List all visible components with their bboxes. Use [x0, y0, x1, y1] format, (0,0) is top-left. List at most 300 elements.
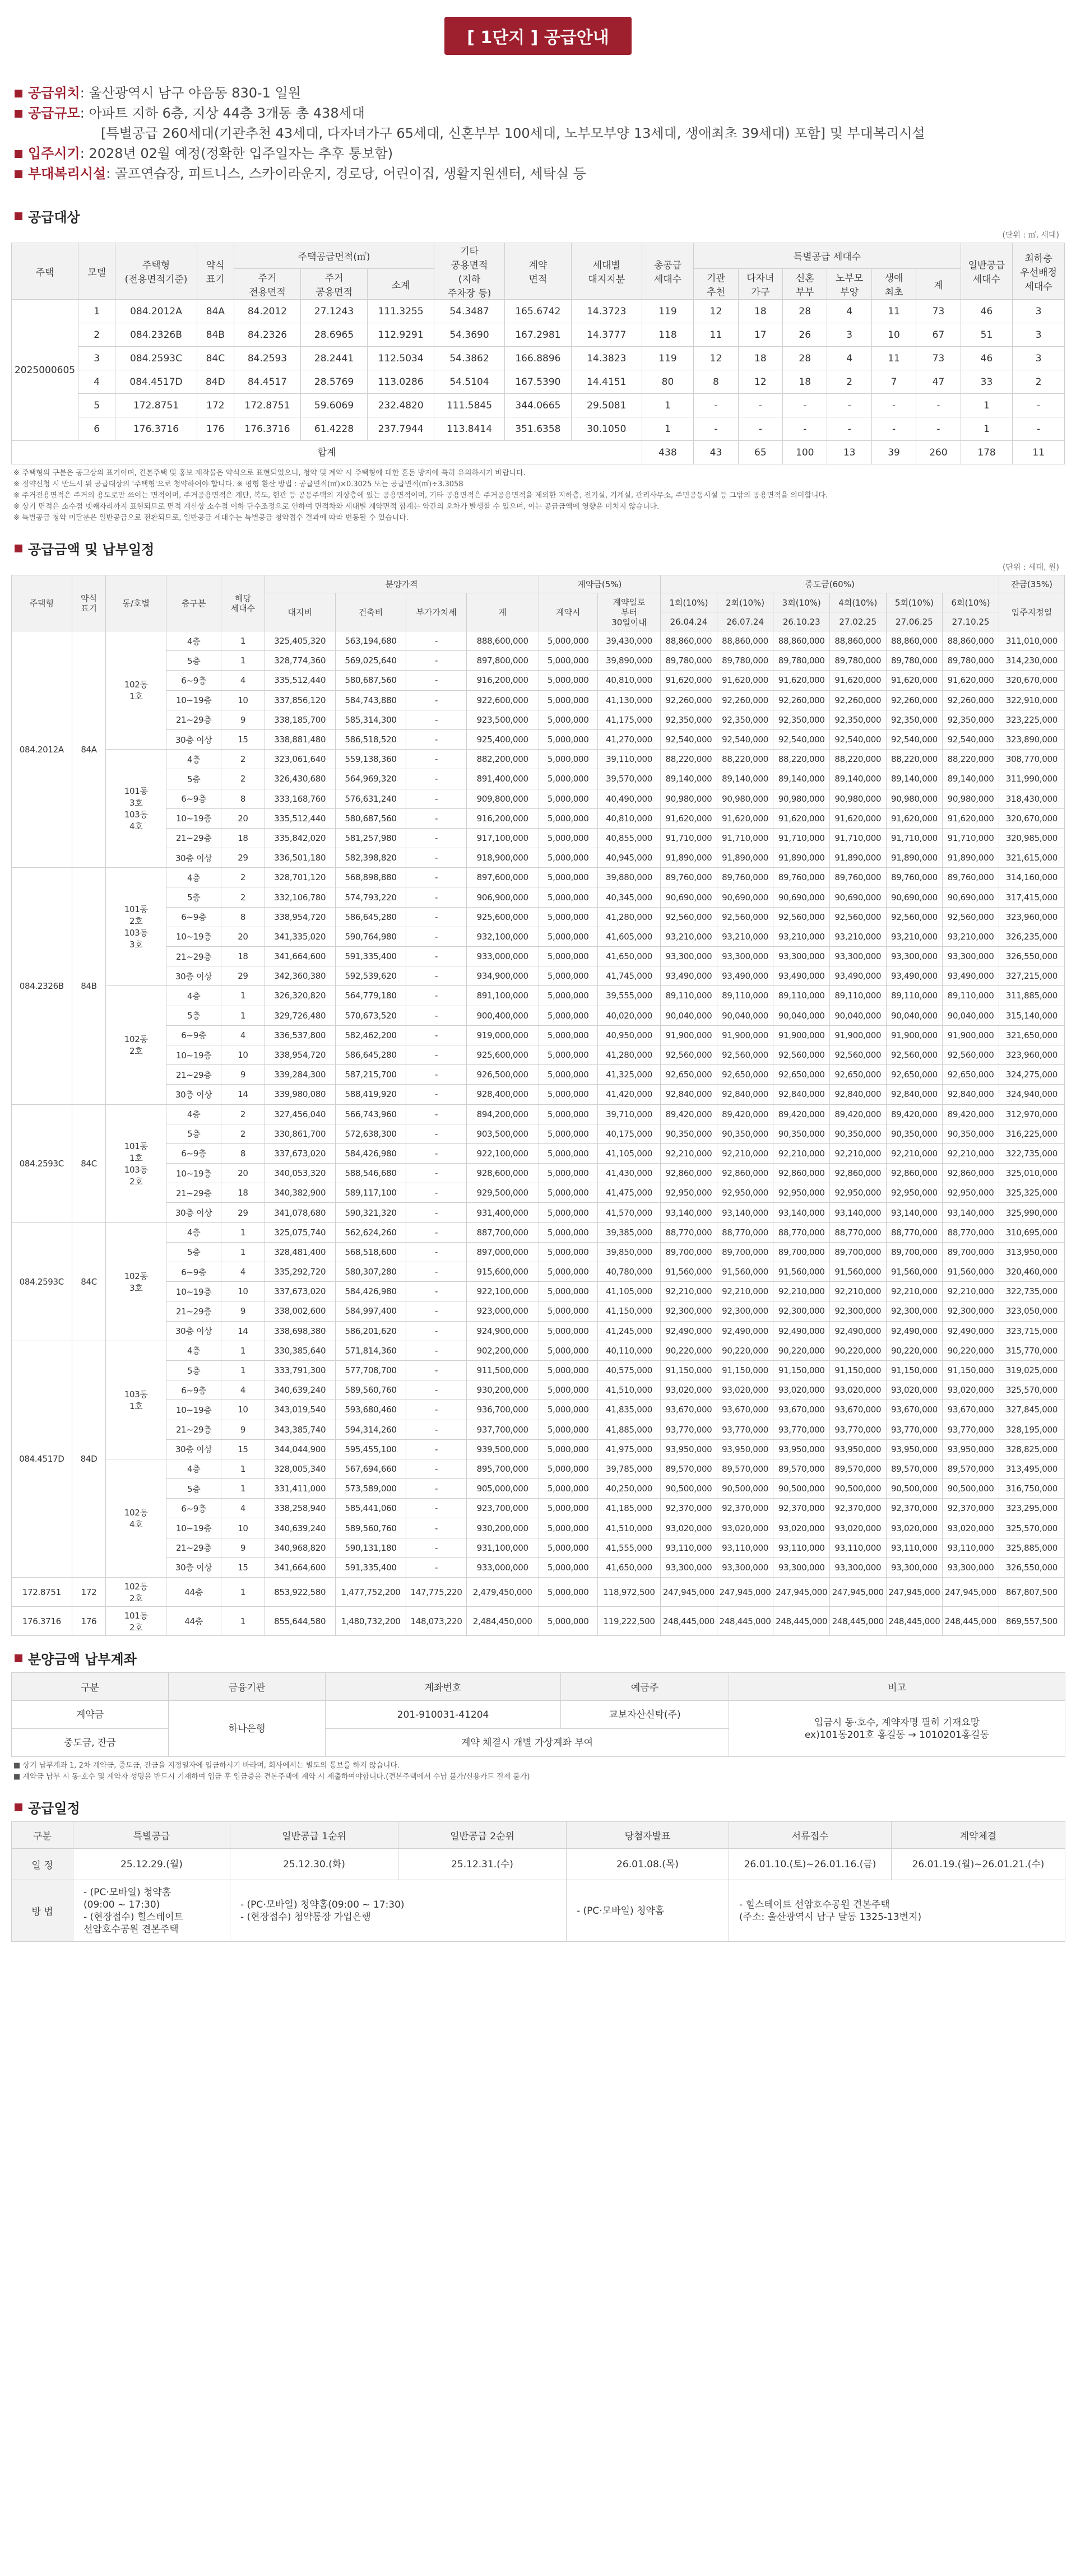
- account-table: [11, 1672, 1065, 1757]
- table-cell: 584,997,400: [335, 1301, 406, 1321]
- header-cell: 주거 전용면적: [234, 269, 300, 300]
- table-cell: 897,800,000: [466, 651, 539, 671]
- dong-cell: 101동 2호 103동 3호: [106, 868, 166, 986]
- dong-cell: 102동 2호: [106, 1578, 166, 1607]
- section-schedule: [15, 1797, 1065, 1817]
- table-cell: 925,600,000: [466, 1045, 539, 1064]
- header-cell: 생애 최초: [871, 269, 916, 300]
- table-cell: 172: [197, 394, 234, 417]
- method-cell: - (PC·모바일) 청약홈: [567, 1880, 729, 1942]
- table-cell: 84A: [197, 300, 234, 323]
- table-cell: 323,225,000: [999, 710, 1064, 729]
- table-cell: 93,950,000: [830, 1439, 887, 1459]
- table-cell: 92,860,000: [717, 1164, 773, 1183]
- table-cell: 90,220,000: [830, 1341, 887, 1360]
- table-cell: 89,110,000: [886, 986, 943, 1006]
- table-cell: 084.2593C: [115, 347, 197, 370]
- table-cell: 54.5104: [434, 370, 505, 394]
- table-cell: 91,620,000: [661, 808, 717, 828]
- table-cell: 90,220,000: [717, 1341, 773, 1360]
- table-cell: 18: [783, 370, 827, 394]
- table-cell: 580,307,280: [335, 1262, 406, 1282]
- total-cell: 100: [783, 441, 827, 464]
- table-cell: 925,600,000: [466, 907, 539, 927]
- header-cell: 4회(10%): [830, 593, 887, 612]
- table-cell: 5층: [166, 887, 221, 907]
- table-cell: 585,441,060: [335, 1499, 406, 1518]
- table-cell: 93,300,000: [830, 947, 887, 966]
- price-table: [11, 575, 1065, 1636]
- date-cell: 25.12.30.(화): [230, 1849, 398, 1880]
- table-cell: -: [783, 394, 827, 417]
- table-row: [12, 1439, 1065, 1459]
- table-cell: 29: [221, 966, 265, 986]
- table-cell: 926,500,000: [466, 1065, 539, 1085]
- table-cell: 247,945,000: [717, 1578, 773, 1607]
- table-cell: 4층: [166, 631, 221, 651]
- table-cell: 92,260,000: [717, 690, 773, 710]
- table-cell: 4층: [166, 1341, 221, 1360]
- table-cell: 92,540,000: [943, 729, 999, 749]
- table-cell: 41,555,000: [597, 1538, 660, 1557]
- table-cell: 29.5081: [571, 394, 642, 417]
- table-cell: 911,500,000: [466, 1360, 539, 1380]
- table-row: [12, 947, 1065, 966]
- table-cell: 30층 이상: [166, 848, 221, 868]
- table-cell: 559,138,360: [335, 750, 406, 769]
- table-cell: 855,644,580: [265, 1607, 335, 1636]
- table-cell: 931,400,000: [466, 1203, 539, 1222]
- table-cell: 88,860,000: [830, 631, 887, 651]
- table-cell: 5층: [166, 651, 221, 671]
- table-cell: 67: [916, 323, 961, 347]
- type-cell: 172.8751: [12, 1578, 72, 1607]
- table-cell: 2,479,450,000: [466, 1578, 539, 1607]
- table-cell: 89,570,000: [661, 1459, 717, 1478]
- table-cell: 111.3255: [368, 300, 434, 323]
- header-cell: 금융기관: [169, 1673, 326, 1701]
- summary-row: [15, 164, 1065, 184]
- table-cell: 323,061,640: [265, 750, 335, 769]
- table-cell: 588,546,680: [335, 1164, 406, 1183]
- table-cell: 569,025,640: [335, 651, 406, 671]
- table-cell: -: [916, 394, 961, 417]
- table-cell: 248,445,000: [661, 1607, 717, 1636]
- table-cell: 5,000,000: [539, 1578, 597, 1607]
- table-cell: 10: [221, 690, 265, 710]
- table-cell: 30층 이상: [166, 1557, 221, 1577]
- table-cell: 84.4517: [234, 370, 300, 394]
- table-cell: -: [406, 1301, 467, 1321]
- table-cell: 5층: [166, 1360, 221, 1380]
- table-cell: 28.6965: [301, 323, 368, 347]
- table-cell: -: [406, 828, 467, 848]
- table-cell: 338,185,700: [265, 710, 335, 729]
- table-cell: 6~9층: [166, 1143, 221, 1163]
- table-cell: 5,000,000: [539, 1025, 597, 1045]
- table-cell: 90,350,000: [830, 1124, 887, 1143]
- table-row: [12, 394, 1065, 417]
- header-cell: 일반공급 2순위: [398, 1822, 567, 1849]
- table-cell: 92,560,000: [661, 1045, 717, 1064]
- table-cell: 89,140,000: [943, 769, 999, 789]
- table-cell: 328,481,400: [265, 1242, 335, 1262]
- table-cell: -: [871, 417, 916, 441]
- total-cell: 260: [916, 441, 961, 464]
- table-cell: 338,881,480: [265, 729, 335, 749]
- table-row: [12, 1262, 1065, 1282]
- table-cell: 5,000,000: [539, 966, 597, 986]
- dong-cell: 102동 3호: [106, 1222, 166, 1341]
- table-cell: 14: [221, 1085, 265, 1104]
- table-cell: 93,210,000: [830, 927, 887, 946]
- table-cell: 92,540,000: [717, 729, 773, 749]
- table-cell: 92,560,000: [717, 1045, 773, 1064]
- table-cell: 1: [221, 1607, 265, 1636]
- method-cell: - (PC·모바일) 청약홈 (09:00 ~ 17:30) - (현장접수) 힐스테이트 선암호수공원 견본주택: [73, 1880, 230, 1942]
- table-row: [12, 1025, 1065, 1045]
- table-cell: -: [406, 1065, 467, 1085]
- table-cell: 340,053,320: [265, 1164, 335, 1183]
- table-cell: 341,664,600: [265, 1557, 335, 1577]
- table-cell: 119,222,500: [597, 1607, 660, 1636]
- account-notes: [13, 1760, 1065, 1783]
- table-cell: 92,370,000: [943, 1499, 999, 1518]
- table-cell: 93,210,000: [943, 927, 999, 946]
- table-cell: 1: [642, 394, 694, 417]
- table-cell: 113.0286: [368, 370, 434, 394]
- table-cell: 15: [221, 729, 265, 749]
- table-cell: 328,195,000: [999, 1420, 1064, 1439]
- table-cell: 89,570,000: [717, 1459, 773, 1478]
- table-cell: 40,490,000: [597, 789, 660, 808]
- table-cell: 14.3723: [571, 300, 642, 323]
- section-bullet: [15, 545, 22, 552]
- table-cell: 92,370,000: [830, 1499, 887, 1518]
- table-cell: 59.6069: [301, 394, 368, 417]
- table-cell: 46: [961, 347, 1013, 370]
- table-row: [12, 887, 1065, 907]
- table-cell: 73: [916, 347, 961, 370]
- table-cell: 51: [961, 323, 1013, 347]
- table-cell: 93,670,000: [830, 1400, 887, 1420]
- table-cell: 923,500,000: [466, 710, 539, 729]
- table-cell: 577,708,700: [335, 1360, 406, 1380]
- table-cell: 90,220,000: [886, 1341, 943, 1360]
- dong-cell: 101동 2호: [106, 1607, 166, 1636]
- table-cell: -: [406, 1439, 467, 1459]
- header-row: [12, 243, 1065, 269]
- header-cell: 주택형 (전용면적기준): [115, 243, 197, 300]
- table-cell: 41,280,000: [597, 1045, 660, 1064]
- type-cell: 176.3716: [12, 1607, 72, 1636]
- holder-cell: 교보자산신탁(주): [561, 1701, 729, 1729]
- total-cell: 43: [694, 441, 738, 464]
- table-cell: 28.5769: [301, 370, 368, 394]
- table-cell: 93,020,000: [717, 1380, 773, 1400]
- summary-row: [15, 143, 1065, 164]
- table-row: [12, 789, 1065, 808]
- short-cell: 84C: [72, 1222, 106, 1341]
- short-cell: 84B: [72, 868, 106, 1104]
- table-cell: 580,687,560: [335, 808, 406, 828]
- header-cell: 주택형: [12, 575, 72, 631]
- table-cell: -: [406, 631, 467, 651]
- table-cell: 91,620,000: [830, 808, 887, 828]
- summary-value: : 아파트 지하 6층, 지상 44층 3개동 총 438세대: [80, 105, 365, 121]
- table-row: [12, 1849, 1065, 1880]
- table-cell: 89,760,000: [773, 868, 830, 887]
- table-cell: 341,335,020: [265, 927, 335, 946]
- table-cell: 92,490,000: [830, 1321, 887, 1341]
- table-cell: 40,175,000: [597, 1124, 660, 1143]
- table-cell: 93,140,000: [661, 1203, 717, 1222]
- table-cell: -: [406, 1124, 467, 1143]
- table-cell: 93,300,000: [773, 947, 830, 966]
- table-cell: -: [406, 769, 467, 789]
- table-cell: -: [827, 394, 871, 417]
- table-cell: 584,426,980: [335, 1282, 406, 1301]
- table-cell: 92,370,000: [661, 1499, 717, 1518]
- table-cell: 18: [738, 300, 782, 323]
- table-cell: 92,950,000: [661, 1183, 717, 1203]
- table-cell: 930,200,000: [466, 1518, 539, 1538]
- table-cell: 28: [783, 347, 827, 370]
- table-cell: 90,500,000: [886, 1479, 943, 1499]
- header-cell: 약식 표기: [72, 575, 106, 631]
- table-cell: 39,890,000: [597, 651, 660, 671]
- table-cell: 1: [221, 1360, 265, 1380]
- table-cell: 336,537,800: [265, 1025, 335, 1045]
- table-cell: 337,673,020: [265, 1282, 335, 1301]
- table-cell: 91,620,000: [886, 808, 943, 828]
- table-cell: 39,880,000: [597, 868, 660, 887]
- table-cell: 934,900,000: [466, 966, 539, 986]
- table-cell: 93,300,000: [943, 1557, 999, 1577]
- table-cell: 84B: [197, 323, 234, 347]
- table-cell: 93,300,000: [717, 947, 773, 966]
- table-cell: 319,025,000: [999, 1360, 1064, 1380]
- table-cell: 2: [221, 868, 265, 887]
- table-cell: 21~29층: [166, 828, 221, 848]
- header-cell: 총공급 세대수: [642, 243, 694, 300]
- table-cell: 90,220,000: [773, 1341, 830, 1360]
- table-cell: 39,555,000: [597, 986, 660, 1006]
- table-cell: 89,420,000: [661, 1104, 717, 1124]
- table-cell: 41,105,000: [597, 1143, 660, 1163]
- table-cell: 6~9층: [166, 1499, 221, 1518]
- table-cell: 5,000,000: [539, 848, 597, 868]
- table-cell: 92,350,000: [661, 710, 717, 729]
- table-cell: 91,560,000: [943, 1262, 999, 1282]
- unit-label: (단위 : 세대, 원): [1002, 563, 1059, 572]
- table-cell: 93,490,000: [773, 966, 830, 986]
- table-cell: 328,774,360: [265, 651, 335, 671]
- table-cell: 91,560,000: [773, 1262, 830, 1282]
- table-cell: 18: [738, 347, 782, 370]
- summary-value: : 골프연습장, 피트니스, 스카이라운지, 경로당, 어린이집, 생활지원센터, 세탁실 등: [106, 166, 586, 182]
- table-cell: 582,462,200: [335, 1025, 406, 1045]
- table-cell: 2: [221, 1124, 265, 1143]
- table-cell: 5,000,000: [539, 1380, 597, 1400]
- table-cell: -: [406, 750, 467, 769]
- table-cell: 89,140,000: [717, 769, 773, 789]
- table-cell: 92,860,000: [830, 1164, 887, 1183]
- table-cell: 326,320,820: [265, 986, 335, 1006]
- table-cell: 54.3862: [434, 347, 505, 370]
- table-cell: 12: [694, 347, 738, 370]
- table-cell: 40,575,000: [597, 1360, 660, 1380]
- table-cell: 90,690,000: [773, 887, 830, 907]
- table-cell: 92,840,000: [717, 1085, 773, 1104]
- table-cell: 5,000,000: [539, 1538, 597, 1557]
- table-cell: 5,000,000: [539, 1065, 597, 1085]
- table-row: [12, 769, 1065, 789]
- summary: [15, 83, 1065, 184]
- table-cell: 10~19층: [166, 1282, 221, 1301]
- header-cell: 분양가격: [265, 575, 539, 593]
- short-cell: 84C: [72, 1104, 106, 1222]
- table-cell: 1,480,732,200: [335, 1607, 406, 1636]
- table-cell: 1: [221, 631, 265, 651]
- table-cell: 10~19층: [166, 808, 221, 828]
- table-cell: 41,510,000: [597, 1380, 660, 1400]
- table-cell: 89,760,000: [886, 868, 943, 887]
- table-cell: -: [406, 1085, 467, 1104]
- table-cell: 89,420,000: [717, 1104, 773, 1124]
- table-cell: 312,970,000: [999, 1104, 1064, 1124]
- table-cell: 93,490,000: [943, 966, 999, 986]
- table-cell: 3: [78, 347, 115, 370]
- table-cell: 14.4151: [571, 370, 642, 394]
- table-cell: -: [406, 1557, 467, 1577]
- table-cell: 335,512,440: [265, 671, 335, 690]
- table-row: [12, 300, 1065, 323]
- table-cell: 93,670,000: [773, 1400, 830, 1420]
- table-cell: 88,770,000: [773, 1222, 830, 1242]
- table-cell: 92,260,000: [886, 690, 943, 710]
- table-row: [12, 1143, 1065, 1163]
- summary-row: [15, 123, 1065, 143]
- summary-bullet: [15, 110, 22, 118]
- table-cell: 84C: [197, 347, 234, 370]
- table-cell: -: [406, 1400, 467, 1420]
- table-row: [12, 1578, 1065, 1607]
- header-cell: 26.10.23: [773, 612, 830, 631]
- table-row: [12, 986, 1065, 1006]
- table-cell: -: [406, 1538, 467, 1557]
- header-cell: 부가가치세: [406, 593, 467, 631]
- table-cell: 323,715,000: [999, 1321, 1064, 1341]
- table-cell: 5,000,000: [539, 1085, 597, 1104]
- table-cell: 93,020,000: [717, 1518, 773, 1538]
- section-title: 공급금액 및 납부일정: [28, 542, 155, 557]
- table-cell: 570,673,520: [335, 1006, 406, 1025]
- table-cell: 30층 이상: [166, 1085, 221, 1104]
- table-cell: 41,325,000: [597, 1065, 660, 1085]
- table-cell: 590,764,980: [335, 927, 406, 946]
- table-cell: 335,292,720: [265, 1262, 335, 1282]
- table-cell: 92,300,000: [773, 1301, 830, 1321]
- table-cell: 176.3716: [234, 417, 300, 441]
- table-cell: 91,620,000: [661, 671, 717, 690]
- table-cell: 925,400,000: [466, 729, 539, 749]
- table-cell: 584,426,980: [335, 1143, 406, 1163]
- table-cell: 335,842,020: [265, 828, 335, 848]
- total-cell: 178: [961, 441, 1013, 464]
- table-cell: 92,210,000: [830, 1143, 887, 1163]
- table-cell: 14.3777: [571, 323, 642, 347]
- table-cell: 90,040,000: [830, 1006, 887, 1025]
- header-cell: 27.02.25: [830, 612, 887, 631]
- table-cell: 92,210,000: [886, 1282, 943, 1301]
- date-cell: 26.01.08.(목): [567, 1849, 729, 1880]
- table-cell: 91,620,000: [943, 671, 999, 690]
- account-number: 201-910031-41204: [326, 1701, 561, 1729]
- header-cell: 3회(10%): [773, 593, 830, 612]
- table-cell: 916,200,000: [466, 808, 539, 828]
- table-cell: 340,968,820: [265, 1538, 335, 1557]
- table-cell: 340,382,900: [265, 1183, 335, 1203]
- table-cell: 351.6358: [504, 417, 571, 441]
- section-bullet: [15, 1803, 22, 1811]
- table-cell: 343,019,540: [265, 1400, 335, 1420]
- table-cell: 248,445,000: [773, 1607, 830, 1636]
- table-cell: 336,501,180: [265, 848, 335, 868]
- table-cell: 318,430,000: [999, 789, 1064, 808]
- table-cell: 1: [221, 1242, 265, 1262]
- table-cell: -: [406, 868, 467, 887]
- table-cell: 89,700,000: [773, 1242, 830, 1262]
- table-cell: 5,000,000: [539, 1045, 597, 1064]
- header-cell: 예금주: [561, 1673, 729, 1701]
- table-cell: 89,700,000: [886, 1242, 943, 1262]
- table-cell: 92,300,000: [717, 1301, 773, 1321]
- table-cell: 93,950,000: [943, 1439, 999, 1459]
- table-cell: 321,615,000: [999, 848, 1064, 868]
- table-cell: 323,295,000: [999, 1499, 1064, 1518]
- table-cell: 6~9층: [166, 1380, 221, 1400]
- table-row: [12, 868, 1065, 887]
- table-cell: 237.7944: [368, 417, 434, 441]
- table-cell: 41,150,000: [597, 1301, 660, 1321]
- table-cell: 91,150,000: [717, 1360, 773, 1380]
- table-cell: 338,002,600: [265, 1301, 335, 1321]
- table-cell: 90,040,000: [661, 1006, 717, 1025]
- table-cell: 30층 이상: [166, 1203, 221, 1222]
- type-cell: 084.2593C: [12, 1222, 72, 1341]
- table-cell: 4: [221, 1262, 265, 1282]
- table-cell: -: [406, 986, 467, 1006]
- table-cell: 91,150,000: [830, 1360, 887, 1380]
- table-cell: 41,650,000: [597, 947, 660, 966]
- table-row: [12, 848, 1065, 868]
- table-cell: 321,650,000: [999, 1025, 1064, 1045]
- table-row: [12, 1203, 1065, 1222]
- summary-label: 입주시기: [28, 146, 80, 161]
- table-cell: 91,620,000: [773, 671, 830, 690]
- header-cell: 비고: [729, 1673, 1065, 1701]
- table-cell: 93,770,000: [830, 1420, 887, 1439]
- table-cell: 41,420,000: [597, 1085, 660, 1104]
- table-cell: 9: [221, 710, 265, 729]
- total-label: 합계: [12, 441, 642, 464]
- table-cell: -: [406, 1025, 467, 1045]
- table-cell: -: [406, 1164, 467, 1183]
- table-cell: 93,020,000: [830, 1518, 887, 1538]
- table-cell: 882,200,000: [466, 750, 539, 769]
- table-cell: -: [694, 417, 738, 441]
